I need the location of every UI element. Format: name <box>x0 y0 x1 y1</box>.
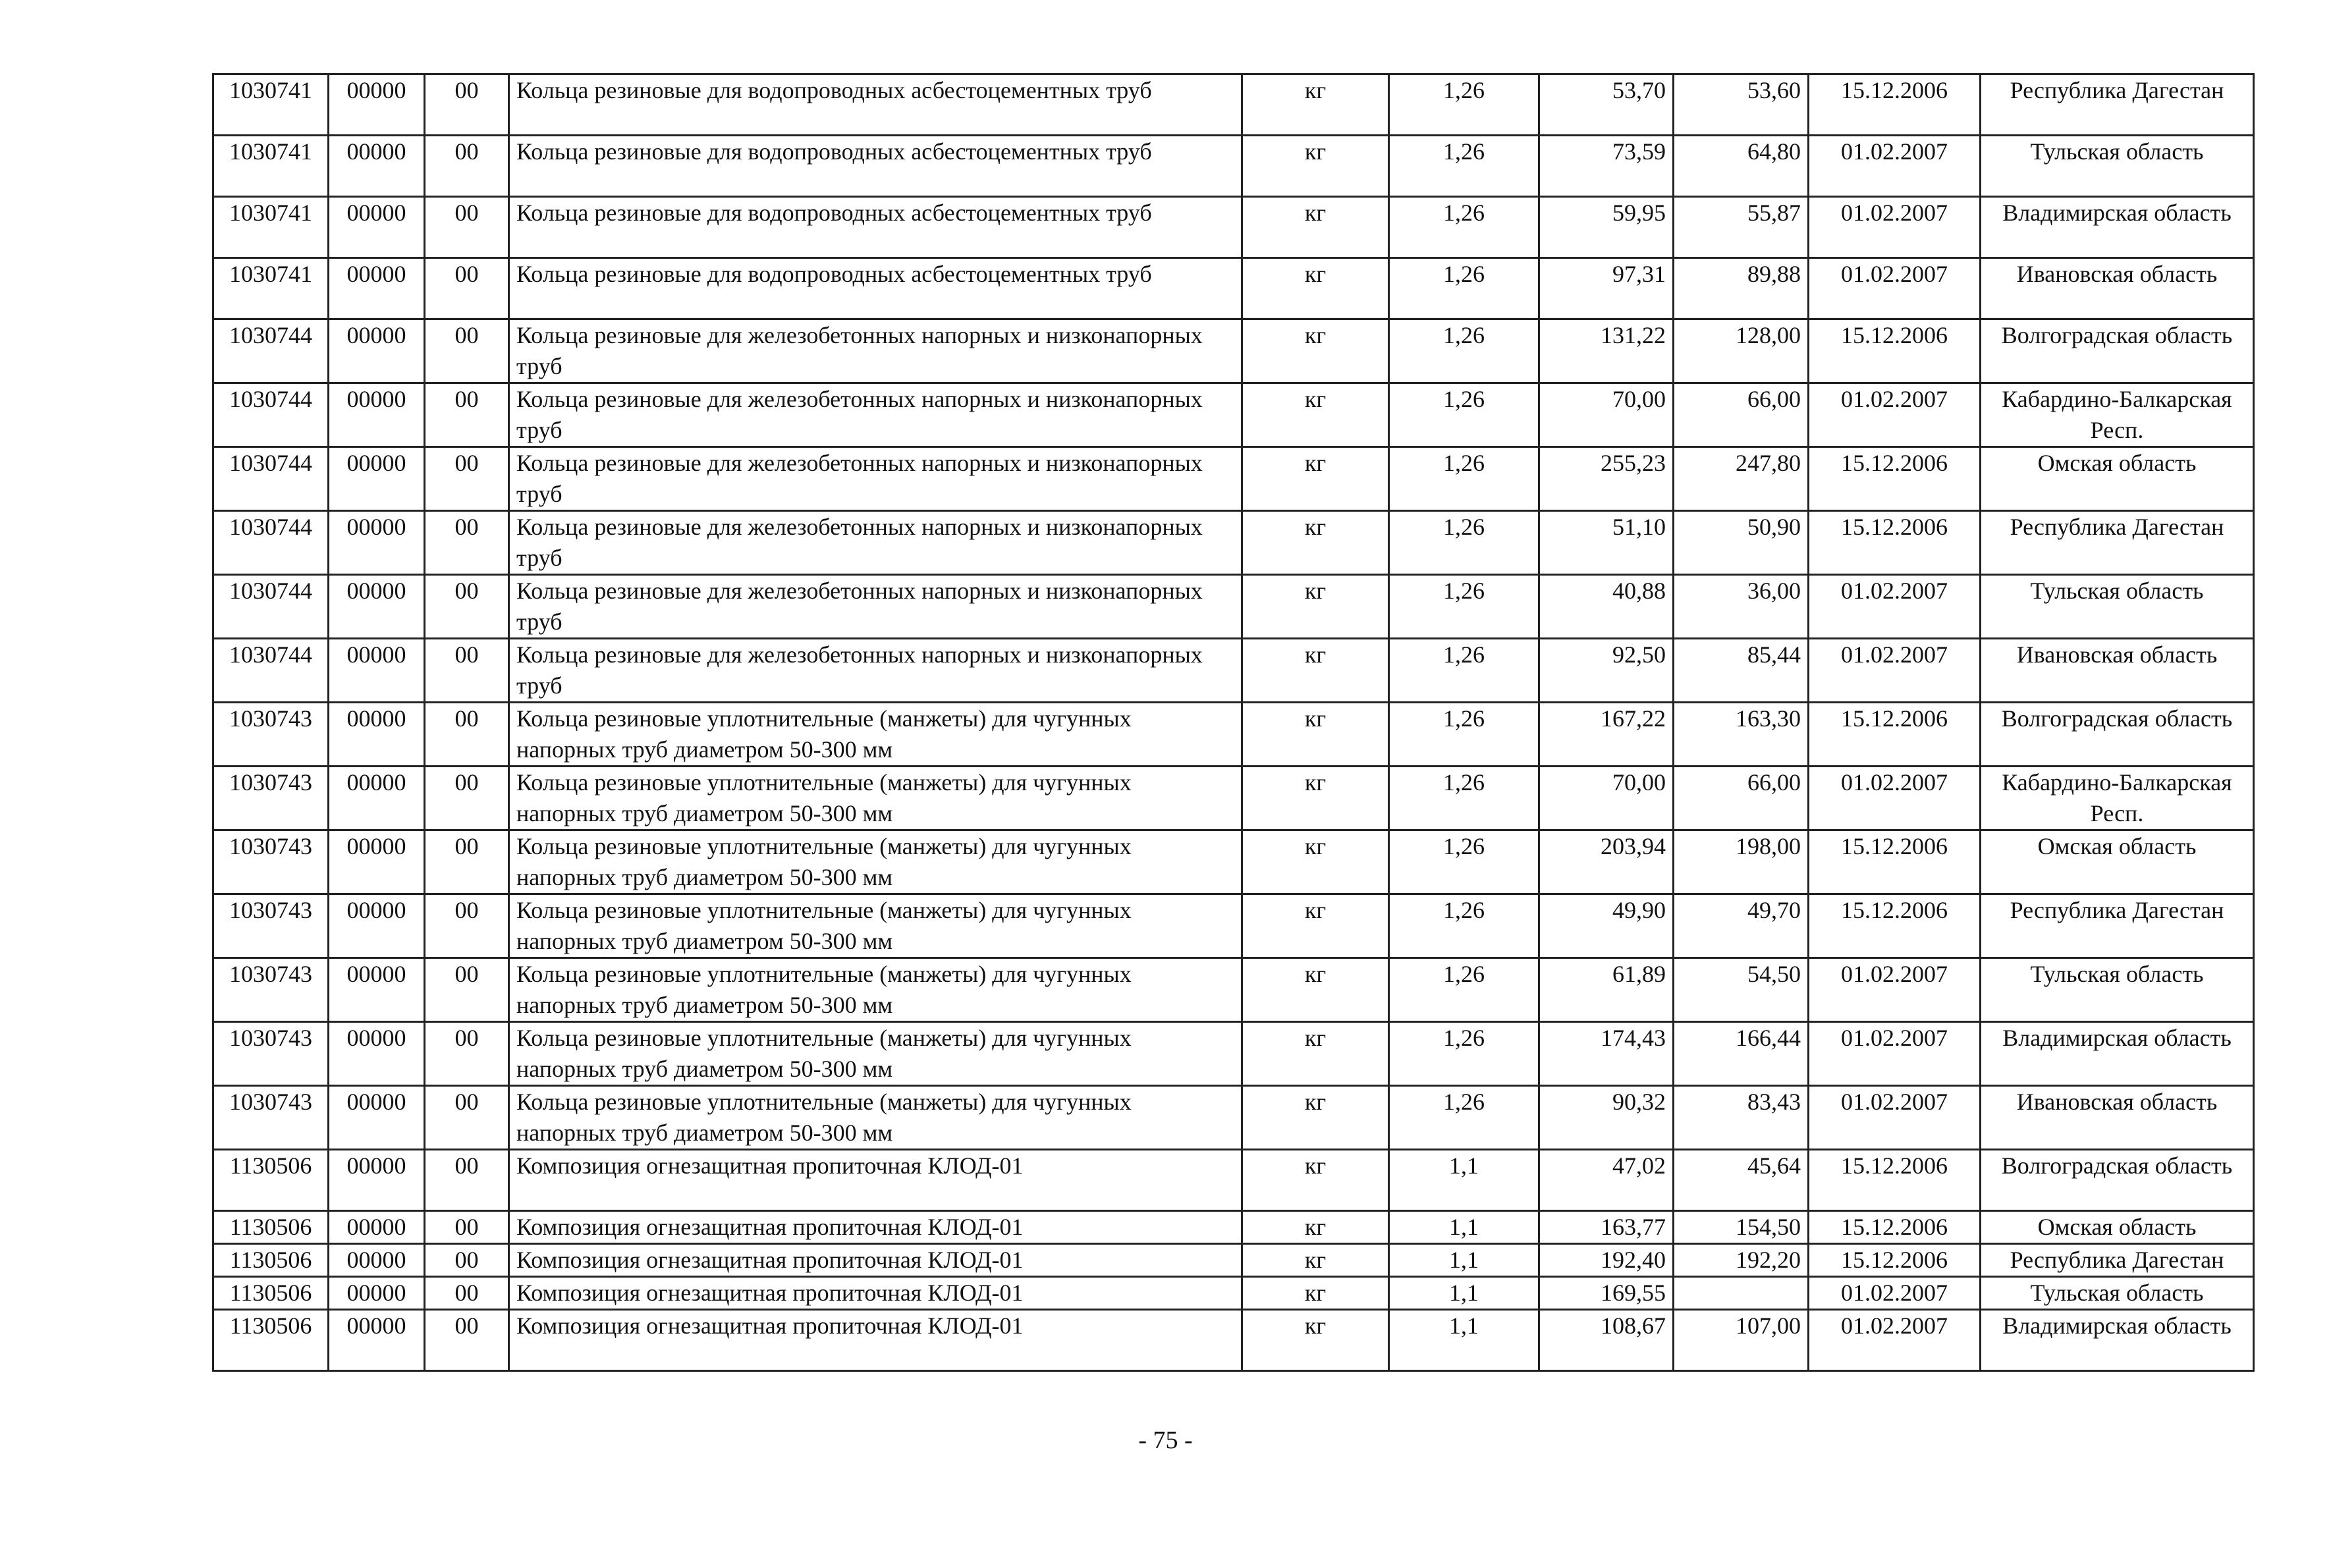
sub-code-cell: 00000 <box>329 258 425 319</box>
coefficient-cell: 1,26 <box>1389 1086 1539 1150</box>
sub-code-2-cell: 00 <box>425 958 509 1022</box>
region-cell: Омская область <box>1981 447 2254 511</box>
product-name-cell: Кольца резиновые уплотнительные (манжеты) для чугунных напорных труб диаметром 50-300 мм <box>509 894 1242 958</box>
price-current-cell: 70,00 <box>1539 383 1674 447</box>
sub-code-cell: 00000 <box>329 958 425 1022</box>
date-cell: 01.02.2007 <box>1809 197 1981 258</box>
unit-cell: кг <box>1242 1086 1389 1150</box>
table-row <box>213 894 2254 958</box>
price-current-cell: 59,95 <box>1539 197 1674 258</box>
coefficient-cell: 1,1 <box>1389 1211 1539 1244</box>
sub-code-cell: 00000 <box>329 894 425 958</box>
price-current-cell: 97,31 <box>1539 258 1674 319</box>
sub-code-2-cell: 00 <box>425 383 509 447</box>
unit-cell: кг <box>1242 258 1389 319</box>
unit-cell: кг <box>1242 1022 1389 1086</box>
sub-code-cell: 00000 <box>329 447 425 511</box>
coefficient-cell: 1,26 <box>1389 319 1539 383</box>
date-cell: 15.12.2006 <box>1809 703 1981 767</box>
date-cell: 01.02.2007 <box>1809 958 1981 1022</box>
sub-code-2-cell: 00 <box>425 1277 509 1310</box>
table-row <box>213 383 2254 447</box>
coefficient-cell: 1,26 <box>1389 1022 1539 1086</box>
region-cell: Тульская область <box>1981 575 2254 639</box>
region-cell: Ивановская область <box>1981 1086 2254 1150</box>
region-cell: Тульская область <box>1981 1277 2254 1310</box>
table-row <box>213 830 2254 894</box>
product-name-cell: Кольца резиновые уплотнительные (манжеты) для чугунных напорных труб диаметром 50-300 мм <box>509 703 1242 767</box>
sub-code-2-cell: 00 <box>425 1244 509 1277</box>
product-name-cell: Кольца резиновые для железобетонных напорных и низконапорных труб <box>509 383 1242 447</box>
date-cell: 15.12.2006 <box>1809 319 1981 383</box>
table-row <box>213 958 2254 1022</box>
product-code-cell: 1030744 <box>213 383 329 447</box>
sub-code-2-cell: 00 <box>425 767 509 830</box>
unit-cell: кг <box>1242 830 1389 894</box>
region-cell: Омская область <box>1981 830 2254 894</box>
product-code-cell: 1130506 <box>213 1244 329 1277</box>
sub-code-cell: 00000 <box>329 1211 425 1244</box>
product-name-cell: Композиция огнезащитная пропиточная КЛОД-01 <box>509 1244 1242 1277</box>
table-row <box>213 511 2254 575</box>
price-base-cell: 83,43 <box>1674 1086 1809 1150</box>
sub-code-cell: 00000 <box>329 319 425 383</box>
table-row <box>213 1211 2254 1244</box>
sub-code-cell: 00000 <box>329 1244 425 1277</box>
product-name-cell: Композиция огнезащитная пропиточная КЛОД-01 <box>509 1211 1242 1244</box>
table-row <box>213 1086 2254 1150</box>
unit-cell: кг <box>1242 447 1389 511</box>
price-base-cell: 163,30 <box>1674 703 1809 767</box>
product-code-cell: 1030741 <box>213 74 329 136</box>
sub-code-2-cell: 00 <box>425 136 509 197</box>
sub-code-cell: 00000 <box>329 511 425 575</box>
unit-cell: кг <box>1242 1310 1389 1371</box>
date-cell: 15.12.2006 <box>1809 1150 1981 1211</box>
product-name-cell: Кольца резиновые уплотнительные (манжеты) для чугунных напорных труб диаметром 50-300 мм <box>509 958 1242 1022</box>
coefficient-cell: 1,1 <box>1389 1277 1539 1310</box>
sub-code-2-cell: 00 <box>425 894 509 958</box>
price-base-cell: 107,00 <box>1674 1310 1809 1371</box>
price-base-cell: 192,20 <box>1674 1244 1809 1277</box>
date-cell: 01.02.2007 <box>1809 1022 1981 1086</box>
product-code-cell: 1030741 <box>213 258 329 319</box>
price-current-cell: 49,90 <box>1539 894 1674 958</box>
sub-code-cell: 00000 <box>329 1086 425 1150</box>
date-cell: 01.02.2007 <box>1809 136 1981 197</box>
region-cell: Владимирская область <box>1981 197 2254 258</box>
price-current-cell: 169,55 <box>1539 1277 1674 1310</box>
unit-cell: кг <box>1242 639 1389 703</box>
coefficient-cell: 1,26 <box>1389 703 1539 767</box>
product-name-cell: Кольца резиновые уплотнительные (манжеты) для чугунных напорных труб диаметром 50-300 мм <box>509 1086 1242 1150</box>
product-code-cell: 1030743 <box>213 1086 329 1150</box>
product-code-cell: 1030744 <box>213 639 329 703</box>
product-name-cell: Кольца резиновые для железобетонных напорных и низконапорных труб <box>509 575 1242 639</box>
region-cell: Волгоградская область <box>1981 319 2254 383</box>
product-name-cell: Композиция огнезащитная пропиточная КЛОД-01 <box>509 1310 1242 1371</box>
page-number: - 75 - <box>1138 1426 1193 1454</box>
sub-code-2-cell: 00 <box>425 703 509 767</box>
unit-cell: кг <box>1242 1244 1389 1277</box>
product-code-cell: 1030744 <box>213 575 329 639</box>
product-name-cell: Кольца резиновые уплотнительные (манжеты) для чугунных напорных труб диаметром 50-300 мм <box>509 767 1242 830</box>
sub-code-2-cell: 00 <box>425 830 509 894</box>
date-cell: 01.02.2007 <box>1809 767 1981 830</box>
product-code-cell: 1030741 <box>213 136 329 197</box>
price-base-cell: 36,00 <box>1674 575 1809 639</box>
region-cell: Республика Дагестан <box>1981 511 2254 575</box>
sub-code-2-cell: 00 <box>425 319 509 383</box>
region-cell: Ивановская область <box>1981 639 2254 703</box>
region-cell: Волгоградская область <box>1981 1150 2254 1211</box>
table-row <box>213 136 2254 197</box>
product-code-cell: 1030744 <box>213 319 329 383</box>
product-name-cell: Кольца резиновые уплотнительные (манжеты) для чугунных напорных труб диаметром 50-300 мм <box>509 1022 1242 1086</box>
sub-code-2-cell: 00 <box>425 575 509 639</box>
coefficient-cell: 1,26 <box>1389 383 1539 447</box>
product-code-cell: 1030743 <box>213 767 329 830</box>
price-base-cell: 45,64 <box>1674 1150 1809 1211</box>
date-cell: 01.02.2007 <box>1809 383 1981 447</box>
date-cell: 15.12.2006 <box>1809 447 1981 511</box>
sub-code-2-cell: 00 <box>425 447 509 511</box>
region-cell: Кабардино-Балкарская Респ. <box>1981 383 2254 447</box>
date-cell: 15.12.2006 <box>1809 894 1981 958</box>
product-code-cell: 1130506 <box>213 1277 329 1310</box>
sub-code-2-cell: 00 <box>425 639 509 703</box>
unit-cell: кг <box>1242 74 1389 136</box>
sub-code-cell: 00000 <box>329 639 425 703</box>
product-code-cell: 1030741 <box>213 197 329 258</box>
sub-code-cell: 00000 <box>329 197 425 258</box>
price-current-cell: 92,50 <box>1539 639 1674 703</box>
coefficient-cell: 1,1 <box>1389 1150 1539 1211</box>
unit-cell: кг <box>1242 319 1389 383</box>
price-base-cell: 154,50 <box>1674 1211 1809 1244</box>
coefficient-cell: 1,26 <box>1389 894 1539 958</box>
sub-code-2-cell: 00 <box>425 1086 509 1150</box>
sub-code-cell: 00000 <box>329 767 425 830</box>
price-base-cell: 128,00 <box>1674 319 1809 383</box>
product-name-cell: Композиция огнезащитная пропиточная КЛОД-01 <box>509 1150 1242 1211</box>
price-current-cell: 163,77 <box>1539 1211 1674 1244</box>
product-code-cell: 1130506 <box>213 1211 329 1244</box>
product-code-cell: 1030744 <box>213 447 329 511</box>
table-row <box>213 639 2254 703</box>
table-row <box>213 319 2254 383</box>
date-cell: 15.12.2006 <box>1809 511 1981 575</box>
table-row <box>213 1150 2254 1211</box>
product-code-cell: 1030743 <box>213 894 329 958</box>
coefficient-cell: 1,26 <box>1389 830 1539 894</box>
product-code-cell: 1030743 <box>213 958 329 1022</box>
price-current-cell: 61,89 <box>1539 958 1674 1022</box>
date-cell: 15.12.2006 <box>1809 1244 1981 1277</box>
price-current-cell: 47,02 <box>1539 1150 1674 1211</box>
price-current-cell: 167,22 <box>1539 703 1674 767</box>
region-cell: Волгоградская область <box>1981 703 2254 767</box>
sub-code-2-cell: 00 <box>425 1150 509 1211</box>
product-name-cell: Кольца резиновые для железобетонных напорных и низконапорных труб <box>509 319 1242 383</box>
product-code-cell: 1030744 <box>213 511 329 575</box>
sub-code-cell: 00000 <box>329 575 425 639</box>
product-code-cell: 1130506 <box>213 1150 329 1211</box>
unit-cell: кг <box>1242 1150 1389 1211</box>
product-name-cell: Композиция огнезащитная пропиточная КЛОД-01 <box>509 1277 1242 1310</box>
sub-code-2-cell: 00 <box>425 511 509 575</box>
coefficient-cell: 1,26 <box>1389 639 1539 703</box>
table-row <box>213 1310 2254 1371</box>
table-row <box>213 197 2254 258</box>
date-cell: 15.12.2006 <box>1809 74 1981 136</box>
coefficient-cell: 1,26 <box>1389 511 1539 575</box>
table-row <box>213 703 2254 767</box>
price-base-cell <box>1674 1277 1809 1310</box>
coefficient-cell: 1,26 <box>1389 447 1539 511</box>
date-cell: 01.02.2007 <box>1809 1310 1981 1371</box>
coefficient-cell: 1,26 <box>1389 767 1539 830</box>
unit-cell: кг <box>1242 894 1389 958</box>
price-base-cell: 166,44 <box>1674 1022 1809 1086</box>
sub-code-cell: 00000 <box>329 1150 425 1211</box>
sub-code-cell: 00000 <box>329 136 425 197</box>
table-row <box>213 1244 2254 1277</box>
product-code-cell: 1030743 <box>213 703 329 767</box>
price-base-cell: 198,00 <box>1674 830 1809 894</box>
table-row <box>213 1022 2254 1086</box>
price-current-cell: 192,40 <box>1539 1244 1674 1277</box>
product-name-cell: Кольца резиновые для водопроводных асбестоцементных труб <box>509 74 1242 136</box>
region-cell: Омская область <box>1981 1211 2254 1244</box>
unit-cell: кг <box>1242 1211 1389 1244</box>
product-name-cell: Кольца резиновые для водопроводных асбестоцементных труб <box>509 258 1242 319</box>
coefficient-cell: 1,26 <box>1389 136 1539 197</box>
product-name-cell: Кольца резиновые уплотнительные (манжеты) для чугунных напорных труб диаметром 50-300 мм <box>509 830 1242 894</box>
unit-cell: кг <box>1242 383 1389 447</box>
coefficient-cell: 1,1 <box>1389 1310 1539 1371</box>
price-current-cell: 108,67 <box>1539 1310 1674 1371</box>
region-cell: Владимирская область <box>1981 1310 2254 1371</box>
product-name-cell: Кольца резиновые для железобетонных напорных и низконапорных труб <box>509 511 1242 575</box>
sub-code-cell: 00000 <box>329 1310 425 1371</box>
sub-code-2-cell: 00 <box>425 258 509 319</box>
price-base-cell: 53,60 <box>1674 74 1809 136</box>
price-current-cell: 203,94 <box>1539 830 1674 894</box>
date-cell: 01.02.2007 <box>1809 258 1981 319</box>
table-row <box>213 447 2254 511</box>
price-base-cell: 54,50 <box>1674 958 1809 1022</box>
sub-code-2-cell: 00 <box>425 1211 509 1244</box>
table-row <box>213 1277 2254 1310</box>
unit-cell: кг <box>1242 958 1389 1022</box>
sub-code-cell: 00000 <box>329 1277 425 1310</box>
region-cell: Кабардино-Балкарская Респ. <box>1981 767 2254 830</box>
price-base-cell: 247,80 <box>1674 447 1809 511</box>
table-row <box>213 575 2254 639</box>
unit-cell: кг <box>1242 511 1389 575</box>
price-base-cell: 50,90 <box>1674 511 1809 575</box>
price-base-cell: 49,70 <box>1674 894 1809 958</box>
region-cell: Республика Дагестан <box>1981 894 2254 958</box>
unit-cell: кг <box>1242 197 1389 258</box>
coefficient-cell: 1,26 <box>1389 197 1539 258</box>
region-cell: Тульская область <box>1981 136 2254 197</box>
sub-code-cell: 00000 <box>329 74 425 136</box>
table-body <box>213 74 2254 1371</box>
sub-code-cell: 00000 <box>329 703 425 767</box>
coefficient-cell: 1,26 <box>1389 575 1539 639</box>
price-base-cell: 89,88 <box>1674 258 1809 319</box>
table-row <box>213 258 2254 319</box>
sub-code-cell: 00000 <box>329 1022 425 1086</box>
unit-cell: кг <box>1242 703 1389 767</box>
date-cell: 15.12.2006 <box>1809 1211 1981 1244</box>
unit-cell: кг <box>1242 575 1389 639</box>
coefficient-cell: 1,26 <box>1389 74 1539 136</box>
coefficient-cell: 1,26 <box>1389 958 1539 1022</box>
price-base-cell: 66,00 <box>1674 767 1809 830</box>
region-cell: Ивановская область <box>1981 258 2254 319</box>
price-base-cell: 66,00 <box>1674 383 1809 447</box>
date-cell: 01.02.2007 <box>1809 639 1981 703</box>
sub-code-2-cell: 00 <box>425 197 509 258</box>
sub-code-2-cell: 00 <box>425 1310 509 1371</box>
price-current-cell: 70,00 <box>1539 767 1674 830</box>
region-cell: Республика Дагестан <box>1981 74 2254 136</box>
sub-code-cell: 00000 <box>329 383 425 447</box>
price-current-cell: 73,59 <box>1539 136 1674 197</box>
product-name-cell: Кольца резиновые для железобетонных напорных и низконапорных труб <box>509 447 1242 511</box>
date-cell: 01.02.2007 <box>1809 1277 1981 1310</box>
table-row <box>213 74 2254 136</box>
sub-code-2-cell: 00 <box>425 74 509 136</box>
date-cell: 15.12.2006 <box>1809 830 1981 894</box>
product-code-cell: 1030743 <box>213 830 329 894</box>
unit-cell: кг <box>1242 767 1389 830</box>
price-current-cell: 53,70 <box>1539 74 1674 136</box>
price-table <box>212 73 2255 1372</box>
coefficient-cell: 1,1 <box>1389 1244 1539 1277</box>
price-current-cell: 51,10 <box>1539 511 1674 575</box>
region-cell: Республика Дагестан <box>1981 1244 2254 1277</box>
product-code-cell: 1130506 <box>213 1310 329 1371</box>
sub-code-cell: 00000 <box>329 830 425 894</box>
price-current-cell: 131,22 <box>1539 319 1674 383</box>
unit-cell: кг <box>1242 136 1389 197</box>
price-base-cell: 55,87 <box>1674 197 1809 258</box>
product-name-cell: Кольца резиновые для водопроводных асбестоцементных труб <box>509 197 1242 258</box>
region-cell: Тульская область <box>1981 958 2254 1022</box>
coefficient-cell: 1,26 <box>1389 258 1539 319</box>
date-cell: 01.02.2007 <box>1809 575 1981 639</box>
product-code-cell: 1030743 <box>213 1022 329 1086</box>
price-current-cell: 174,43 <box>1539 1022 1674 1086</box>
price-current-cell: 40,88 <box>1539 575 1674 639</box>
unit-cell: кг <box>1242 1277 1389 1310</box>
price-base-cell: 85,44 <box>1674 639 1809 703</box>
region-cell: Владимирская область <box>1981 1022 2254 1086</box>
product-name-cell: Кольца резиновые для водопроводных асбестоцементных труб <box>509 136 1242 197</box>
date-cell: 01.02.2007 <box>1809 1086 1981 1150</box>
product-name-cell: Кольца резиновые для железобетонных напорных и низконапорных труб <box>509 639 1242 703</box>
price-current-cell: 90,32 <box>1539 1086 1674 1150</box>
table-row <box>213 767 2254 830</box>
sub-code-2-cell: 00 <box>425 1022 509 1086</box>
price-current-cell: 255,23 <box>1539 447 1674 511</box>
price-base-cell: 64,80 <box>1674 136 1809 197</box>
